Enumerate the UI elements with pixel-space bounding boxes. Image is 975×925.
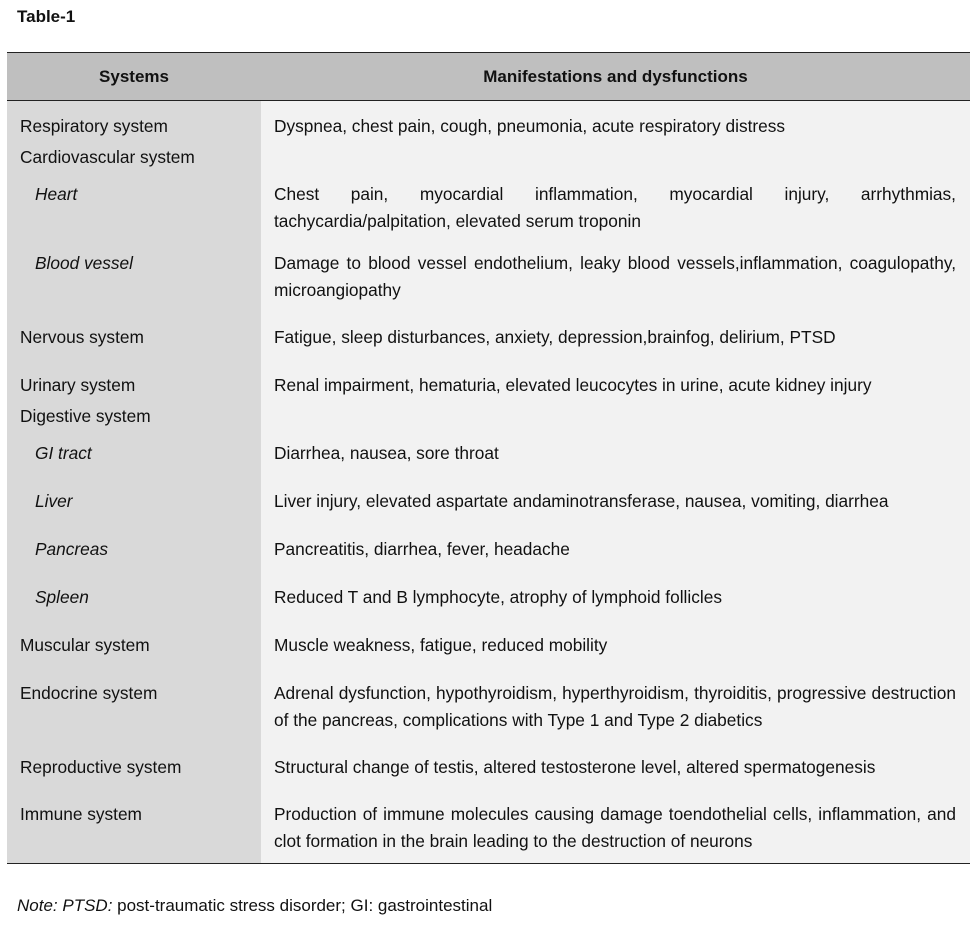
manifestation-cell bbox=[261, 140, 970, 171]
table-row bbox=[7, 171, 970, 235]
manifestation-cell: Diarrhea, nausea, sore throat bbox=[261, 430, 970, 467]
table-row bbox=[7, 140, 970, 171]
table-header-row bbox=[7, 53, 970, 101]
manifestation-cell: Reduced T and B lymphocyte, atrophy of lymphoid follicles bbox=[261, 563, 970, 611]
system-cell: Nervous system bbox=[7, 304, 261, 351]
manifestation-cell: Pancreatitis, diarrhea, fever, headache bbox=[261, 515, 970, 563]
table-row bbox=[7, 467, 970, 515]
manifestation-cell: Damage to blood vessel endothelium, leaky blood vessels,inflammation, coagulopathy, microangiopathy bbox=[261, 235, 970, 304]
system-cell: Urinary system bbox=[7, 351, 261, 399]
header-manifestations: Manifestations and dysfunctions bbox=[261, 53, 970, 101]
table-title: Table-1 bbox=[17, 7, 76, 26]
manifestations-table bbox=[7, 52, 970, 864]
table-row bbox=[7, 430, 970, 467]
system-cell: Heart bbox=[7, 171, 261, 235]
system-cell: Pancreas bbox=[7, 515, 261, 563]
manifestation-cell: Production of immune molecules causing damage toendothelial cells, inflammation, and clot formation in the brain leading to the destruction of neurons bbox=[261, 781, 970, 864]
table-row bbox=[7, 611, 970, 659]
table-row bbox=[7, 101, 970, 141]
table-row bbox=[7, 515, 970, 563]
manifestation-cell bbox=[261, 399, 970, 430]
system-cell: Cardiovascular system bbox=[7, 140, 261, 171]
table-row bbox=[7, 563, 970, 611]
system-cell: Respiratory system bbox=[7, 101, 261, 141]
system-cell: Muscular system bbox=[7, 611, 261, 659]
manifestation-cell: Adrenal dysfunction, hypothyroidism, hyperthyroidism, thyroiditis, progressive destruction of the pancreas, complications with Type 1 and Type 2 diabetics bbox=[261, 659, 970, 734]
system-cell: Spleen bbox=[7, 563, 261, 611]
table-row bbox=[7, 659, 970, 734]
system-cell: Liver bbox=[7, 467, 261, 515]
manifestation-cell: Chest pain, myocardial inflammation, myocardial injury, arrhythmias, tachycardia/palpitation, elevated serum troponin bbox=[261, 171, 970, 235]
table-row bbox=[7, 781, 970, 864]
system-cell: Blood vessel bbox=[7, 235, 261, 304]
manifestation-cell: Renal impairment, hematuria, elevated leucocytes in urine, acute kidney injury bbox=[261, 351, 970, 399]
table-note bbox=[17, 896, 492, 916]
manifestation-cell: Liver injury, elevated aspartate andaminotransferase, nausea, vomiting, diarrhea bbox=[261, 467, 970, 515]
note-label: Note: PTSD: bbox=[17, 896, 113, 915]
table-row bbox=[7, 734, 970, 781]
manifestation-cell: Dyspnea, chest pain, cough, pneumonia, acute respiratory distress bbox=[261, 101, 970, 141]
note-text: post-traumatic stress disorder; GI: gastrointestinal bbox=[112, 896, 493, 915]
table-row bbox=[7, 235, 970, 304]
system-cell: Endocrine system bbox=[7, 659, 261, 734]
manifestation-cell: Structural change of testis, altered testosterone level, altered spermatogenesis bbox=[261, 734, 970, 781]
system-cell: Digestive system bbox=[7, 399, 261, 430]
system-cell: Reproductive system bbox=[7, 734, 261, 781]
table-row bbox=[7, 351, 970, 399]
manifestation-cell: Muscle weakness, fatigue, reduced mobility bbox=[261, 611, 970, 659]
header-systems: Systems bbox=[7, 53, 261, 101]
table-row bbox=[7, 399, 970, 430]
system-cell: Immune system bbox=[7, 781, 261, 864]
manifestation-cell: Fatigue, sleep disturbances, anxiety, depression,brainfog, delirium, PTSD bbox=[261, 304, 970, 351]
table-row bbox=[7, 304, 970, 351]
system-cell: GI tract bbox=[7, 430, 261, 467]
